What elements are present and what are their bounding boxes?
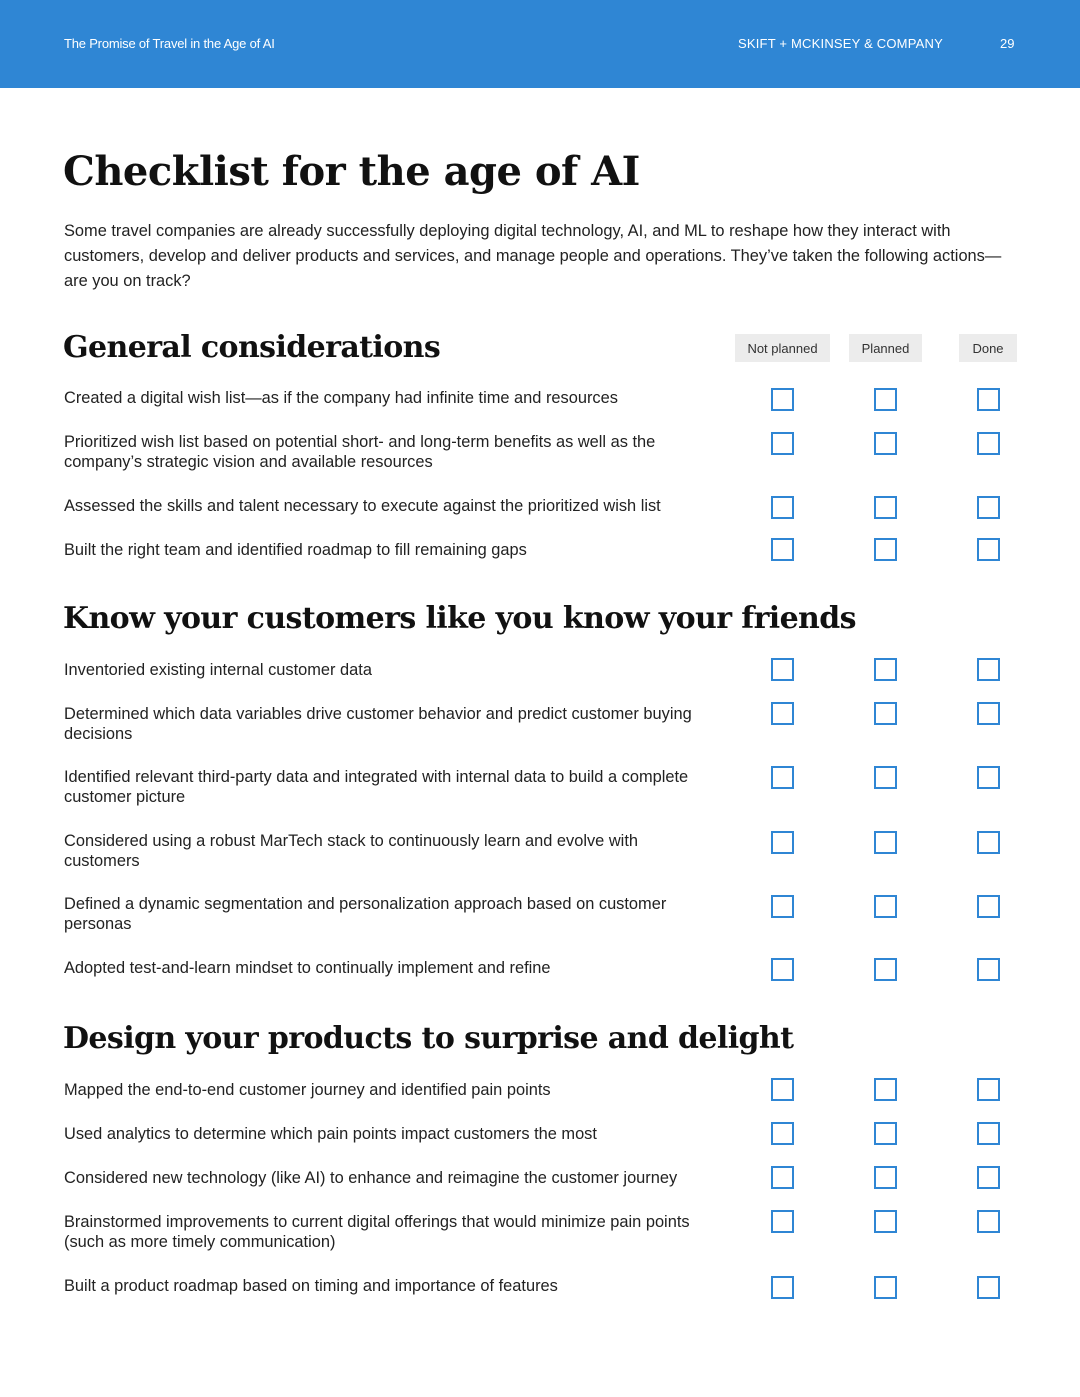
column-header-not-planned: Not planned (735, 334, 830, 362)
checkbox-not-planned[interactable] (771, 1122, 794, 1145)
checkbox-done[interactable] (977, 702, 1000, 725)
checkbox-done[interactable] (977, 388, 1000, 411)
checklist-item-label: Mapped the end-to-end customer journey and identified pain points (64, 1081, 551, 1099)
checkbox-done[interactable] (977, 1166, 1000, 1189)
checklist-item-label: Created a digital wish list—as if the company had infinite time and resources (64, 389, 618, 407)
checklist-item-label: Built a product roadmap based on timing and importance of features (64, 1277, 558, 1295)
checkbox-not-planned[interactable] (771, 538, 794, 561)
checkbox-done[interactable] (977, 1122, 1000, 1145)
checklist-row (0, 388, 1080, 432)
checkbox-planned[interactable] (874, 702, 897, 725)
checklist-item-label: Prioritized wish list based on potential short- and long-term benefits as well as the company’s strategic vision and available resources (64, 433, 656, 471)
checkbox-not-planned[interactable] (771, 895, 794, 918)
checkbox-done[interactable] (977, 958, 1000, 981)
publisher-label: SKIFT + MCKINSEY & COMPANY (738, 36, 943, 51)
checklist-item-label: Adopted test-and-learn mindset to continually implement and refine (64, 959, 551, 977)
checkbox-not-planned[interactable] (771, 496, 794, 519)
checkbox-planned[interactable] (874, 1078, 897, 1101)
checklist-item-label: Built the right team and identified roadmap to fill remaining gaps (64, 541, 527, 559)
checklist-item-label: Brainstormed improvements to current digital offerings that would minimize pain points (such as more timely communication) (64, 1213, 690, 1251)
checklist-row (0, 1212, 1080, 1256)
checkbox-planned[interactable] (874, 538, 897, 561)
checklist-row (0, 767, 1080, 811)
checkbox-done[interactable] (977, 496, 1000, 519)
checkbox-planned[interactable] (874, 388, 897, 411)
checkbox-planned[interactable] (874, 766, 897, 789)
checkbox-done[interactable] (977, 895, 1000, 918)
checklist-row (0, 1124, 1080, 1168)
intro-paragraph: Some travel companies are already successfully deploying digital technology, AI, and ML to reshape how they interact with customers, develop and deliver products and services, and manage people and operations. They’ve taken the following actions—are you on track? (64, 222, 1002, 290)
checkbox-not-planned[interactable] (771, 1276, 794, 1299)
checkbox-done[interactable] (977, 538, 1000, 561)
checklist-row (0, 660, 1080, 704)
page-number: 29 (1000, 36, 1015, 51)
checklist-row (0, 432, 1080, 476)
checkbox-done[interactable] (977, 1078, 1000, 1101)
checkbox-planned[interactable] (874, 831, 897, 854)
checkbox-done[interactable] (977, 658, 1000, 681)
checkbox-done[interactable] (977, 766, 1000, 789)
checkbox-not-planned[interactable] (771, 766, 794, 789)
section-title-know-customers: Know your customers like you know your friends (63, 601, 856, 636)
checkbox-planned[interactable] (874, 432, 897, 455)
checklist-item-label: Determined which data variables drive customer behavior and predict customer buying decisions (64, 705, 692, 743)
checklist-item-label: Considered using a robust MarTech stack to continuously learn and evolve with customers (64, 832, 638, 870)
checklist-row (0, 831, 1080, 875)
checklist-item-label: Used analytics to determine which pain points impact customers the most (64, 1125, 597, 1143)
checkbox-done[interactable] (977, 432, 1000, 455)
checkbox-planned[interactable] (874, 1276, 897, 1299)
checklist-item-label: Considered new technology (like AI) to enhance and reimagine the customer journey (64, 1169, 678, 1187)
section-title-design-products: Design your products to surprise and delight (63, 1021, 794, 1056)
checkbox-planned[interactable] (874, 1166, 897, 1189)
checkbox-not-planned[interactable] (771, 702, 794, 725)
checklist-row (0, 704, 1080, 748)
page-title: Checklist for the age of AI (63, 148, 640, 195)
checklist-row (0, 1276, 1080, 1320)
checklist-item-label: Defined a dynamic segmentation and personalization approach based on customer personas (64, 895, 667, 933)
checkbox-done[interactable] (977, 1276, 1000, 1299)
checkbox-not-planned[interactable] (771, 958, 794, 981)
checkbox-not-planned[interactable] (771, 1210, 794, 1233)
header-bar (0, 0, 1080, 88)
checkbox-planned[interactable] (874, 1210, 897, 1233)
section-title-general: General considerations (63, 330, 441, 365)
checklist-row (0, 958, 1080, 1002)
checklist-item-label: Inventoried existing internal customer data (64, 661, 372, 679)
checkbox-planned[interactable] (874, 958, 897, 981)
document-title: The Promise of Travel in the Age of AI (64, 36, 275, 51)
checklist-row (0, 1168, 1080, 1212)
checklist-item-label: Assessed the skills and talent necessary to execute against the prioritized wish list (64, 497, 661, 515)
checkbox-planned[interactable] (874, 658, 897, 681)
checklist-row (0, 1080, 1080, 1124)
checkbox-not-planned[interactable] (771, 658, 794, 681)
checkbox-not-planned[interactable] (771, 388, 794, 411)
checklist-row (0, 540, 1080, 584)
column-header-planned: Planned (849, 334, 922, 362)
checklist-row (0, 496, 1080, 540)
checkbox-planned[interactable] (874, 895, 897, 918)
checklist-row (0, 894, 1080, 938)
checkbox-not-planned[interactable] (771, 1166, 794, 1189)
checkbox-not-planned[interactable] (771, 831, 794, 854)
checkbox-not-planned[interactable] (771, 1078, 794, 1101)
checkbox-not-planned[interactable] (771, 432, 794, 455)
checkbox-planned[interactable] (874, 1122, 897, 1145)
checklist-item-label: Identified relevant third-party data and integrated with internal data to build a complete customer picture (64, 768, 689, 806)
checkbox-done[interactable] (977, 1210, 1000, 1233)
column-header-done: Done (959, 334, 1017, 362)
checkbox-done[interactable] (977, 831, 1000, 854)
checkbox-planned[interactable] (874, 496, 897, 519)
